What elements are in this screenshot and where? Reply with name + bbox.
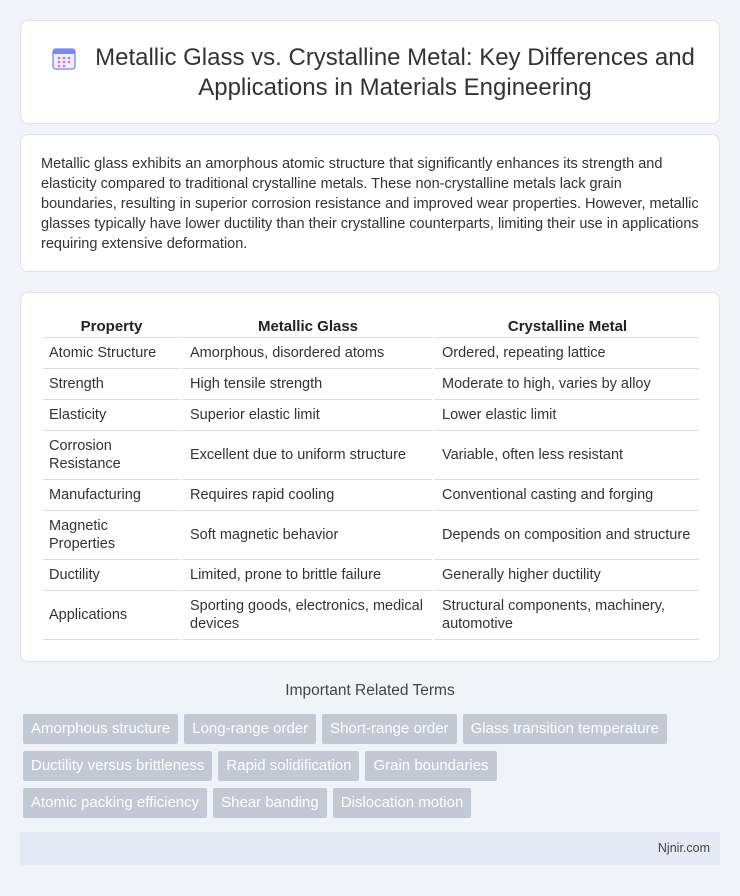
metallic-glass-cell: Amorphous, disordered atoms <box>180 338 432 369</box>
metallic-glass-cell: Sporting goods, electronics, medical devices <box>180 591 432 640</box>
table-row <box>43 511 699 560</box>
table-row <box>43 431 699 480</box>
crystalline-metal-cell: Generally higher ductility <box>432 560 699 591</box>
metallic-glass-cell: Superior elastic limit <box>180 400 432 431</box>
page-title: Metallic Glass vs. Crystalline Metal: Key Differences and Applications in Materials Engineering <box>95 44 695 101</box>
property-cell: Applications <box>43 591 180 640</box>
tag-short-range-order[interactable]: Short-range order <box>322 714 456 744</box>
property-cell: Manufacturing <box>43 480 180 511</box>
comparison-table <box>43 316 699 640</box>
metallic-glass-cell: Soft magnetic behavior <box>180 511 432 560</box>
table-header-row <box>43 316 699 338</box>
tag-grain-boundaries[interactable]: Grain boundaries <box>365 751 496 781</box>
property-cell: Corrosion Resistance <box>43 431 180 480</box>
property-cell: Atomic Structure <box>43 338 180 369</box>
tag-amorphous-structure[interactable]: Amorphous structure <box>23 714 178 744</box>
header-property: Property <box>43 316 180 338</box>
header-crystalline-metal: Crystalline Metal <box>432 316 699 338</box>
intro-card <box>20 134 720 272</box>
tag-row <box>23 714 723 744</box>
table-row <box>43 560 699 591</box>
metallic-glass-cell: High tensile strength <box>180 369 432 400</box>
metallic-glass-cell: Excellent due to uniform structure <box>180 431 432 480</box>
table-row <box>43 400 699 431</box>
table-row <box>43 338 699 369</box>
table-row <box>43 591 699 640</box>
crystalline-metal-cell: Structural components, machinery, automotive <box>432 591 699 640</box>
footer <box>20 832 720 865</box>
tag-glass-transition-temperature[interactable]: Glass transition temperature <box>463 714 667 744</box>
tag-ductility-versus-brittleness[interactable]: Ductility versus brittleness <box>23 751 212 781</box>
crystalline-metal-cell: Depends on composition and structure <box>432 511 699 560</box>
crystalline-metal-cell: Lower elastic limit <box>432 400 699 431</box>
crystalline-metal-cell: Moderate to high, varies by alloy <box>432 369 699 400</box>
title-card <box>20 20 720 124</box>
footer-site-link[interactable]: Njnir.com <box>657 841 710 855</box>
table-row <box>43 369 699 400</box>
comparison-table-card <box>20 292 720 662</box>
property-cell: Elasticity <box>43 400 180 431</box>
property-cell: Ductility <box>43 560 180 591</box>
crystalline-metal-cell: Conventional casting and forging <box>432 480 699 511</box>
related-terms-list <box>23 714 723 825</box>
tag-shear-banding[interactable]: Shear banding <box>213 788 327 818</box>
property-cell: Strength <box>43 369 180 400</box>
crystalline-metal-cell: Variable, often less resistant <box>432 431 699 480</box>
tag-atomic-packing-efficiency[interactable]: Atomic packing efficiency <box>23 788 207 818</box>
tag-rapid-solidification[interactable]: Rapid solidification <box>218 751 359 781</box>
metallic-glass-cell: Requires rapid cooling <box>180 480 432 511</box>
intro-paragraph: Metallic glass exhibits an amorphous atomic structure that significantly enhances its strength and elasticity compared to traditional crystalline metals. These non-crystalline metals lack grain boundaries, resulting in superior corrosion resistance and improved wear properties. However, metallic glasses typically have lower ductility than their crystalline counterparts, limiting their use in applications requiring extensive deformation. <box>41 156 699 252</box>
table-row <box>43 480 699 511</box>
tag-row <box>23 751 723 781</box>
tag-dislocation-motion[interactable]: Dislocation motion <box>333 788 472 818</box>
calendar-grid-icon <box>51 47 77 71</box>
related-terms-heading: Important Related Terms <box>285 682 455 699</box>
property-cell: Magnetic Properties <box>43 511 180 560</box>
header-metallic-glass: Metallic Glass <box>180 316 432 338</box>
tag-row <box>23 788 723 818</box>
metallic-glass-cell: Limited, prone to brittle failure <box>180 560 432 591</box>
tag-long-range-order[interactable]: Long-range order <box>184 714 316 744</box>
crystalline-metal-cell: Ordered, repeating lattice <box>432 338 699 369</box>
